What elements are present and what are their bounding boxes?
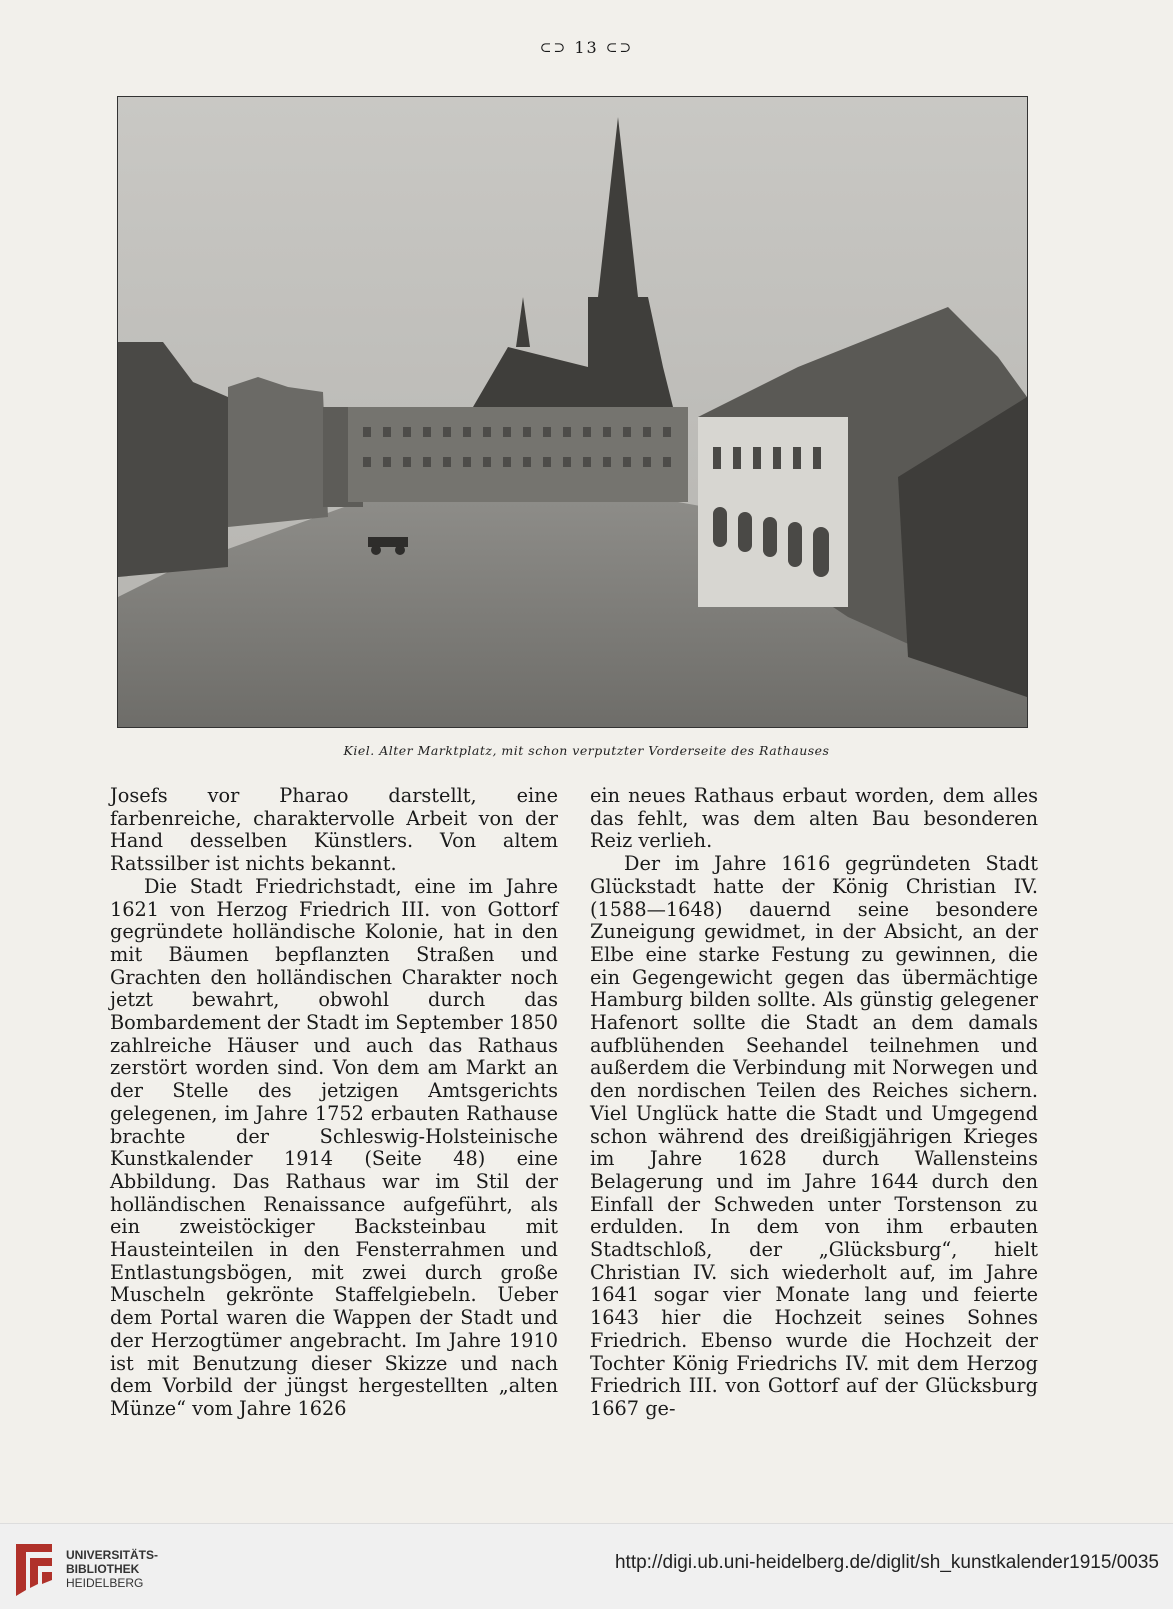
right-column: [590, 785, 1038, 1421]
logo-line-2: BIBLIOTHEK: [66, 1562, 140, 1576]
source-url-link[interactable]: http://digi.ub.uni-heidelberg.de/diglit/sh_kunstkalender1915/0035: [614, 1552, 1159, 1573]
right-paragraph-2: Der im Jahre 1616 gegründeten Stadt Glückstadt hatte der König Christian IV. (1588—1648) dauernd seine besondere Zuneigung gewidmet, in der Absicht, an der Elbe eine starke Festung zu gewinnen, die ein Gegengewicht gegen das übermächtige Hamburg bilden sollte. Als günstig gelegener Hafenort sollte die Stadt an dem damals aufblühenden Seehandel teilnehmen und außerdem die Verbindung mit Norwegen und den nordischen Teilen des Reiches sichern. Viel Unglück hatte die Stadt und Umgegend schon während des dreißigjährigen Krieges im Jahre 1628 durch Wallensteins Belagerung und im Jahre 1644 durch den Einfall der Schweden unter Torstenson zu erdulden. In dem von ihm erbauten Stadtschloß, der „Glücksburg“, hielt Christian IV. sich wiederholt auf, im Jahre 1641 sogar vier Monate lang und feierte 1643 hier die Hochzeit seines Sohnes Friedrich. Ebenso wurde die Hochzeit der Tochter König Friedrichs IV. mit dem Herzog Friedrich III. von Gottorf auf der Glücksburg 1667 ge-: [590, 852, 1038, 1420]
logo-line-3: HEIDELBERG: [66, 1576, 144, 1590]
ornament-right-icon: ⊂⊃: [605, 40, 634, 56]
figure-caption: Kiel. Alter Marktplatz, mit schon verputzter Vorderseite des Rathauses: [343, 743, 830, 758]
left-column: [110, 785, 558, 1421]
market-square-photo: [117, 96, 1028, 728]
logo-line-1: UNIVERSITÄTS-: [66, 1548, 159, 1562]
ornament-left-icon: ⊂⊃: [539, 40, 568, 56]
left-paragraph-1: Josefs vor Pharao darstellt, eine farbenreiche, charaktervolle Arbeit von der Hand desselben Künstlers. Von altem Ratssilber ist nichts bekannt.: [110, 784, 558, 876]
right-paragraph-1: ein neues Rathaus erbaut worden, dem alles das fehlt, was dem alten Bau besonderen Reiz verlieh.: [590, 784, 1038, 853]
page-number: [0, 38, 1173, 57]
library-logo-text: [66, 1548, 158, 1590]
page-number-value: 13: [574, 38, 599, 57]
university-library-logo-icon: [12, 1538, 58, 1602]
library-footer: [0, 1523, 1173, 1609]
left-paragraph-2: Die Stadt Friedrichstadt, eine im Jahre 1621 von Herzog Friedrich III. von Gottorf gegründete holländische Kolonie, hat in den mit Bäumen bepflanzten Straßen und Grachten den holländischen Charakter noch jetzt bewahrt, obwohl durch das Bombardement der Stadt im September 1850 zahlreiche Häuser und auch das Rathaus zerstört worden sind. Von dem am Markt an der Stelle des jetzigen Amtsgerichts gelegenen, im Jahre 1752 erbauten Rathause brachte der Schleswig-Holsteinische Kunstkalender 1914 (Seite 48) eine Abbildung. Das Rathaus war im Stil der holländischen Renaissance aufgeführt, als ein zweistöckiger Backsteinbau mit Hausteinteilen in den Fensterrahmen und Entlastungsbögen, mit zwei durch große Muscheln gekrönte Staffelgiebeln. Ueber dem Portal waren die Wappen der Stadt und der Herzogtümer angebracht. Im Jahre 1910 ist mit Benutzung dieser Skizze und nach dem Vorbild der jüngst hergestellten „alten Münze“ vom Jahre 1626: [110, 874, 558, 1420]
